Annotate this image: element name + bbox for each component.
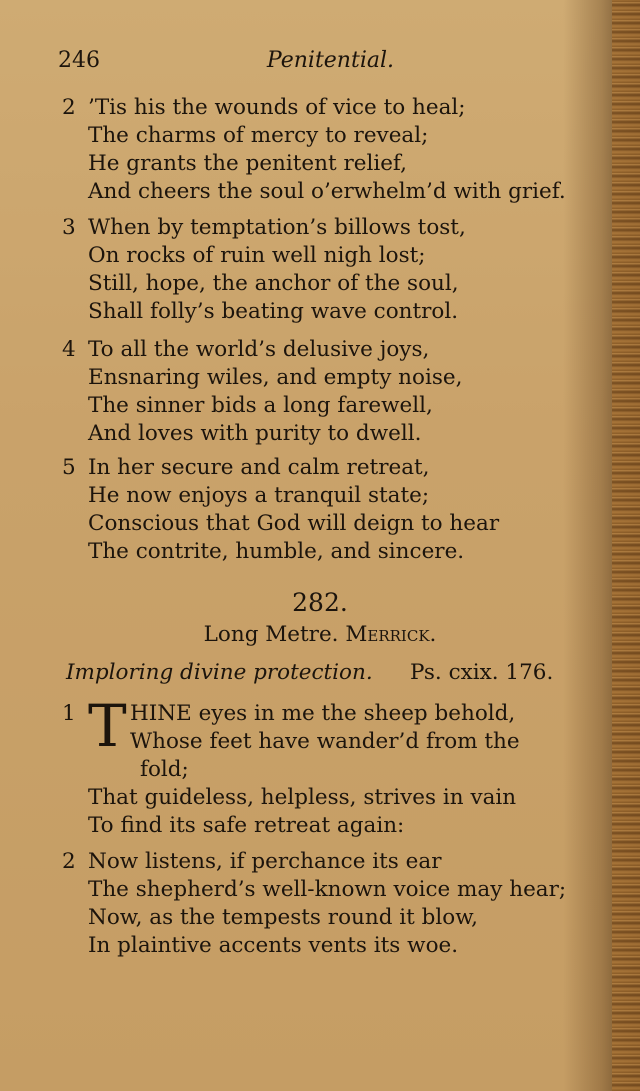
hymn-meter-line (0, 622, 640, 647)
verse-line: Conscious that God will deign to hear (88, 511, 500, 536)
verse-line: In plaintive accents vents its woe. (88, 933, 459, 958)
verse-line: Ensnaring wiles, and empty noise, (88, 365, 463, 390)
page-number: 246 (58, 48, 100, 73)
verse-line: The contrite, humble, and sincere. (88, 539, 465, 564)
stanza-number: 2 (62, 95, 76, 120)
verse-line: The shepherd’s well-known voice may hear; (88, 877, 567, 902)
verse-line: On rocks of ruin well nigh lost; (88, 243, 426, 268)
stanza-number: 1 (62, 701, 76, 726)
verse-line: That guideless, helpless, strives in vain (88, 785, 517, 810)
drop-cap: T (88, 692, 127, 760)
verse-line: He grants the penitent relief, (88, 151, 407, 176)
hymn-author: Merrick. (345, 622, 437, 647)
stanza-number: 5 (62, 455, 76, 480)
verse-line: Still, hope, the anchor of the soul, (88, 271, 459, 296)
verse-line: The sinner bids a long farewell, (88, 393, 433, 418)
verse-line: Now listens, if perchance its ear (88, 849, 442, 874)
verse-line: He now enjoys a tranquil state; (88, 483, 430, 508)
stanza-number: 3 (62, 215, 76, 240)
hymn-scripture: Ps. cxix. 176. (410, 660, 554, 685)
verse-line: To find its safe retreat again: (88, 813, 405, 838)
verse-line: ’Tis his the wounds of vice to heal; (88, 95, 466, 120)
verse-line: Now, as the tempests round it blow, (88, 905, 478, 930)
verse-line: Shall folly’s beating wave control. (88, 299, 459, 324)
stanza-number: 2 (62, 849, 76, 874)
page-edge (612, 0, 640, 1091)
hymn-number: 282. (292, 588, 348, 617)
verse-line: fold; (140, 757, 189, 782)
hymn-meter: Long Metre. (203, 622, 339, 647)
page-header (58, 48, 394, 78)
verse-line: In her secure and calm retreat, (88, 455, 430, 480)
stanza-number: 4 (62, 337, 76, 362)
verse-line: HINE eyes in me the sheep behold, (130, 701, 516, 726)
verse-line: Whose feet have wander’d from the (130, 729, 520, 754)
verse-line: And loves with purity to dwell. (88, 421, 422, 446)
hymn-subject: Imploring divine protection. (66, 660, 373, 685)
running-head: Penitential. (266, 48, 394, 73)
verse-line: And cheers the soul o’erwhelm’d with grief. (88, 179, 566, 204)
verse-line: The charms of mercy to reveal; (88, 123, 429, 148)
verse-line: When by temptation’s billows tost, (88, 215, 466, 240)
verse-line: To all the world’s delusive joys, (88, 337, 430, 362)
